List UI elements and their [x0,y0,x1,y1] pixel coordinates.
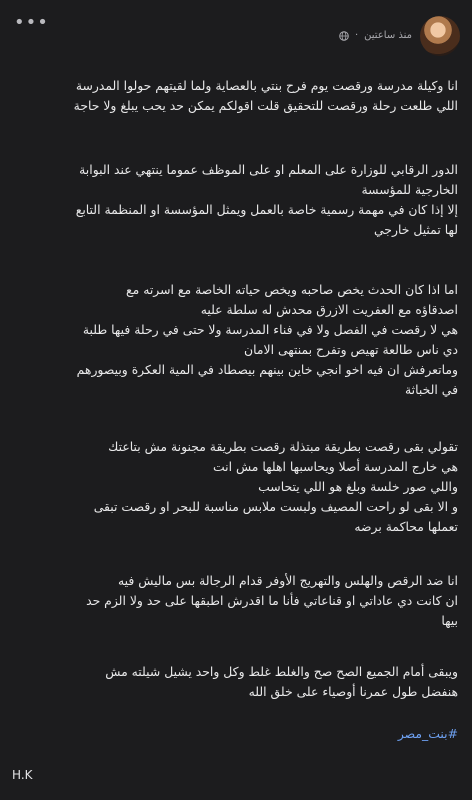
signature-watermark: H.K [12,768,33,782]
post-paragraph: تقولي بقى رقصت بطريقة مبتذلة رقصت بطريقة مجنونة مش بتاعتك هي خارج المدرسة أصلا ويحاسبها اهلها مش انت واللي صور خلسة وبلغ هو اللي يتحاسب و الا بقى لو راحت المصيف ولبست ملابس مناسبة للبحر او رقصت تبقى تعملها محاكمة برضه [93,439,458,534]
post-paragraph: ويبقى أمام الجميع الصح صح والغلط غلط وكل واحد يشيل شيلته مش هنفضل طول عمرنا أوصياء على خلق الله [105,664,458,699]
more-options-icon[interactable]: ••• [14,12,49,33]
globe-icon [339,31,349,41]
post-body [10,76,460,702]
post-paragraph: انا وكيلة مدرسة ورقصت يوم فرح بنتي بالعصاية ولما لقيتهم حولوا المدرسة اللي طلعت رحلة ورقصت للتحقيق قلت اقولكم يمكن حد يحب يبلغ ولا حاجة [73,78,458,113]
hashtag-link[interactable]: #بنت_مصر [397,726,458,741]
post-paragraph: الدور الرقابي للوزارة على المعلم او على الموظف عموما ينتهي عند البوابة الخارجية للمؤسسة إلا إذا كان في مهمة رسمية خاصة بالعمل ويمثل المؤسسة او المنظمة التابع لها تمثيل خارجي [75,162,458,237]
post-timestamp[interactable]: منذ ساعتين [364,30,412,41]
post-meta [339,16,412,41]
post-header [10,12,460,62]
post-paragraph: انا ضد الرقص والهلس والتهريج الأوفر قدام الرجالة بس ماليش فيه ان كانت دي عاداتي او قناعاتي فأنا ما اقدرش اطبقها على حد ولا الزم حد بيها [86,573,458,628]
post-paragraph: اما اذا كان الحدث يخص صاحبه ويخص حياته الخاصة مع اسرته مع اصدقاؤه مع العفريت الازرق محدش له سلطة عليه هي لا رقصت في الفصل ولا في فناء المدرسة ولا حتى في رحلة فيها طلبة دي ناس طالعة تهيص وتفرح بمنتهى الامان وماتعرفش ان فيه اخو انجي خاين بينهم بيصطاد في المية العكرة وبيصورهم في الخباثة [76,282,458,397]
meta-separator: · [354,30,359,41]
avatar[interactable] [420,16,460,56]
